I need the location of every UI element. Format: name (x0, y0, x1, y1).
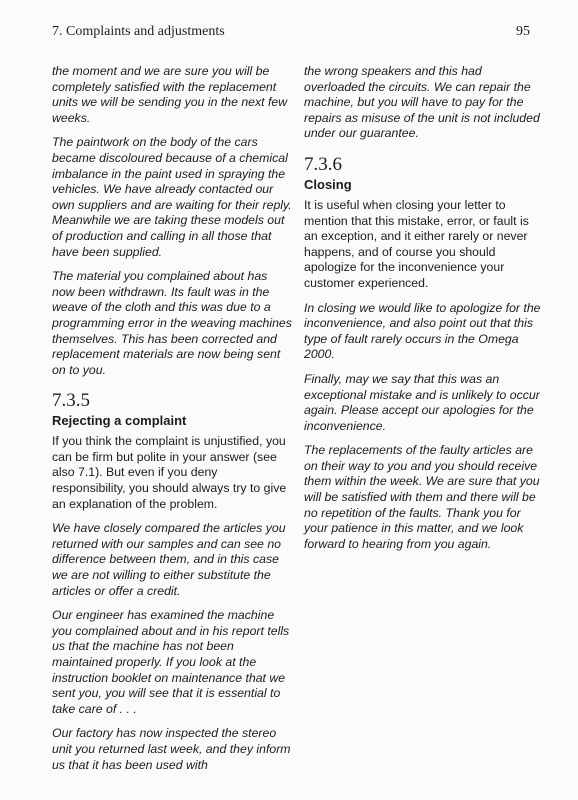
example-paragraph: We have closely compared the articles you returned with our samples and can see no difference between them, and in this case we are not willing to either substitute the articles or offer a credit. (52, 521, 286, 598)
section-number: 7.3.6 (304, 153, 342, 175)
example-paragraph: The replacements of the faulty articles are on their way to you and you should receive them within the week. We are sure that you will be satisfied with them and there will be no repetition of the faults. Thank you for your patience in this matter, and we look forward to hearing from you again. (304, 443, 540, 551)
page-number: 95 (516, 24, 530, 39)
page-header (52, 24, 530, 42)
section-heading: Closing (304, 176, 352, 192)
left-column (52, 64, 292, 782)
body-paragraph: If you think the complaint is unjustified, you can be firm but polite in your answer (see also 7.1). But even if you deny responsibility, you should always try to give an explanation of the problem. (52, 434, 287, 511)
example-paragraph: the moment and we are sure you will be completely satisfied with the replacement units we will be sending you in the next few weeks. (52, 64, 288, 125)
example-paragraph: Finally, may we say that this was an exceptional mistake and is unlikely to occur again. Please accept our apologies for the inconvenience. (304, 371, 540, 433)
example-paragraph: the wrong speakers and this had overloaded the circuits. We can repair the machine, but you will have to pay for the repairs as misuse of the unit is not included under our guarantee. (304, 64, 540, 141)
example-paragraph: The paintwork on the body of the cars became discoloured because of a chemical imbalance in the paint used in spraying the vehicles. We have already contacted our own suppliers and are waiting for their reply. Meanwhile we are taking these models out of production and calling in all those that have been supplied. (52, 135, 292, 259)
section-heading: Rejecting a complaint (52, 413, 187, 429)
chapter-title: 7. Complaints and adjustments (52, 24, 225, 39)
example-paragraph: Our engineer has examined the machine you complained about and in his report tells us that the machine has not been maintained properly. If you look at the instruction booklet on maintenance that we sent you, you will see that it is essential to take care of . . . (52, 608, 290, 716)
body-paragraph: It is useful when closing your letter to mention that this mistake, error, or fault is an exception, and it either rarely or never happens, and of course you should apologize for the inconvenience your customer experienced. (304, 197, 529, 290)
section-number: 7.3.5 (52, 390, 90, 412)
example-paragraph: The material you complained about has now been withdrawn. Its fault was in the weave of the cloth and this was due to a programming error in the weaving machines themselves. This has been corrected and replacement materials are now being sent on to you. (52, 269, 292, 377)
example-paragraph: In closing we would like to apologize for the inconvenience, and also point out that this type of fault rarely occurs in the Omega 2000. (304, 300, 541, 362)
right-column (304, 64, 544, 561)
example-paragraph: Our factory has now inspected the stereo unit you returned last week, and they inform us that it has been used with (52, 726, 291, 772)
